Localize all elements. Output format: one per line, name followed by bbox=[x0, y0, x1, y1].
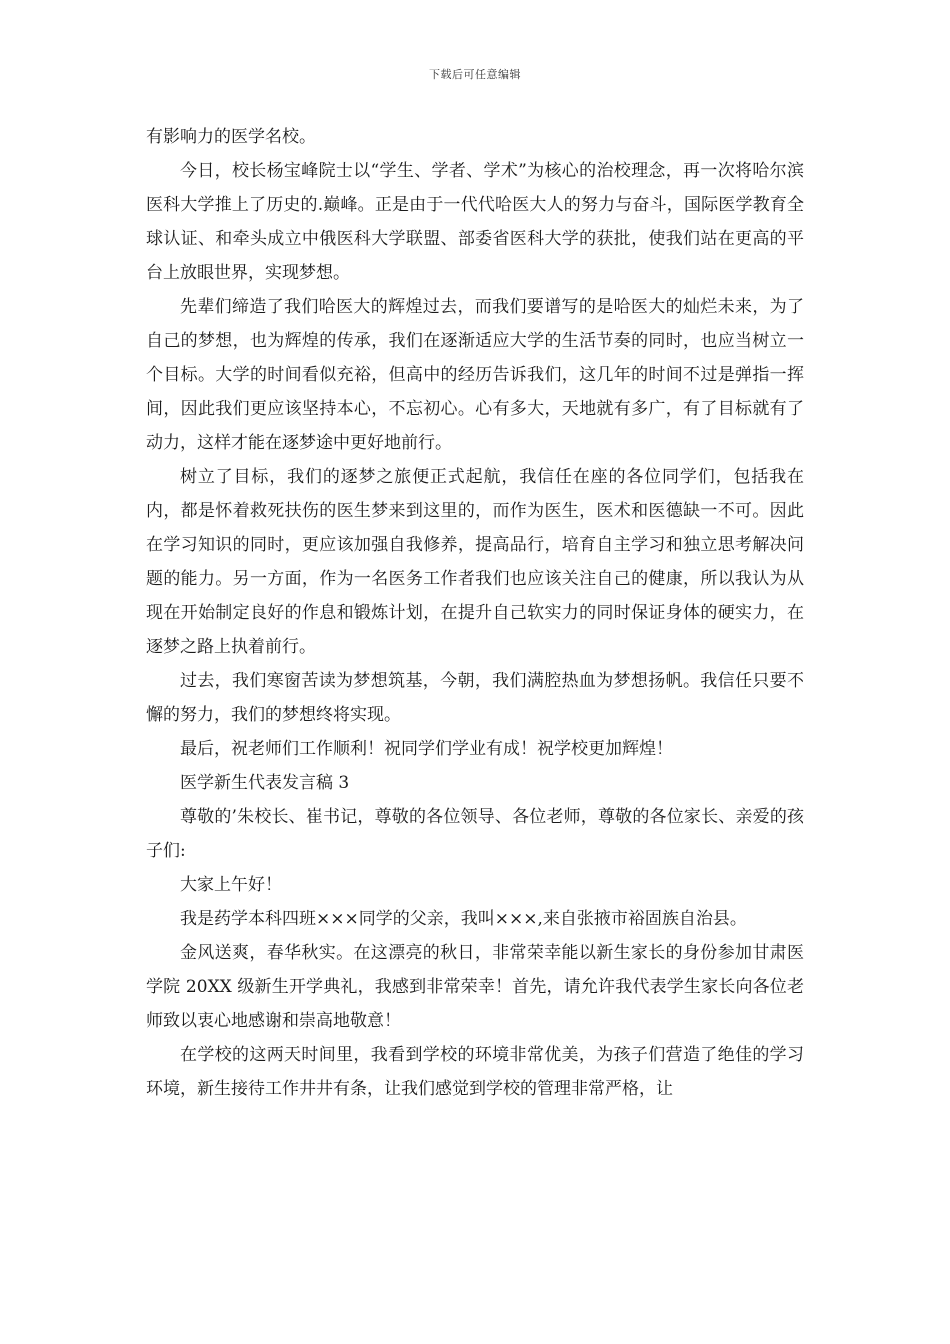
page-header-note: 下载后可任意编辑 bbox=[429, 68, 521, 81]
paragraph: 最后，祝老师们工作顺利！祝同学们学业有成！祝学校更加辉煌！ bbox=[180, 739, 673, 759]
salutation: 尊敬的’朱校长、崔书记，尊敬的各位领导、各位老师，尊敬的各位家长、亲爱的孩子们: bbox=[146, 807, 804, 861]
paragraph: 过去，我们寒窗苦读为梦想筑基，今朝，我们满腔热血为梦想扬帆。我信任只要不懈的努力，我们的梦想终将实现。 bbox=[146, 671, 804, 725]
section-title: 医学新生代表发言稿 3 bbox=[180, 773, 350, 793]
greeting: 大家上午好！ bbox=[180, 875, 282, 895]
document-body bbox=[146, 120, 804, 1106]
paragraph: 金风送爽，春华秋实。在这漂亮的秋日，非常荣幸能以新生家长的身份参加甘肃医学院 20XX 级新生开学典礼，我感到非常荣幸！首先，请允许我代表学生家长向各位老师致以衷心地感谢和崇高地敬意！ bbox=[146, 943, 804, 1031]
paragraph: 先辈们缔造了我们哈医大的辉煌过去，而我们要谱写的是哈医大的灿烂未来，为了自己的梦想，也为辉煌的传承，我们在逐渐适应大学的生活节奏的同时，也应当树立一个目标。大学的时间看似充裕，但高中的经历告诉我们，这几年的时间不过是弹指一挥间，因此我们更应该坚持本心，不忘初心。心有多大，天地就有多广，有了目标就有了动力，这样才能在逐梦途中更好地前行。 bbox=[146, 297, 804, 453]
paragraph: 在学校的这两天时间里，我看到学校的环境非常优美，为孩子们营造了绝佳的学习环境，新生接待工作井井有条，让我们感觉到学校的管理非常严格，让 bbox=[146, 1045, 804, 1099]
paragraph: 今日，校长杨宝峰院士以“学生、学者、学术”为核心的治校理念，再一次将哈尔滨医科大学推上了历史的.巅峰。正是由于一代代哈医大人的努力与奋斗，国际医学教育全球认证、和牵头成立中俄医科大学联盟、部委省医科大学的获批，使我们站在更高的平台上放眼世界，实现梦想。 bbox=[146, 161, 804, 283]
paragraph: 树立了目标，我们的逐梦之旅便正式起航，我信任在座的各位同学们，包括我在内，都是怀着救死扶伤的医生梦来到这里的，而作为医生，医术和医德缺一不可。因此在学习知识的同时，更应该加强自我修养，提高品行，培育自主学习和独立思考解决问题的能力。另一方面，作为一名医务工作者我们也应该关注自己的健康，所以我认为从现在开始制定良好的作息和锻炼计划，在提升自己软实力的同时保证身体的硬实力，在逐梦之路上执着前行。 bbox=[146, 467, 804, 657]
paragraph: 我是药学本科四班×××同学的父亲，我叫×××,来自张掖市裕固族自治县。 bbox=[180, 909, 747, 929]
paragraph: 有影响力的医学名校。 bbox=[146, 127, 316, 147]
